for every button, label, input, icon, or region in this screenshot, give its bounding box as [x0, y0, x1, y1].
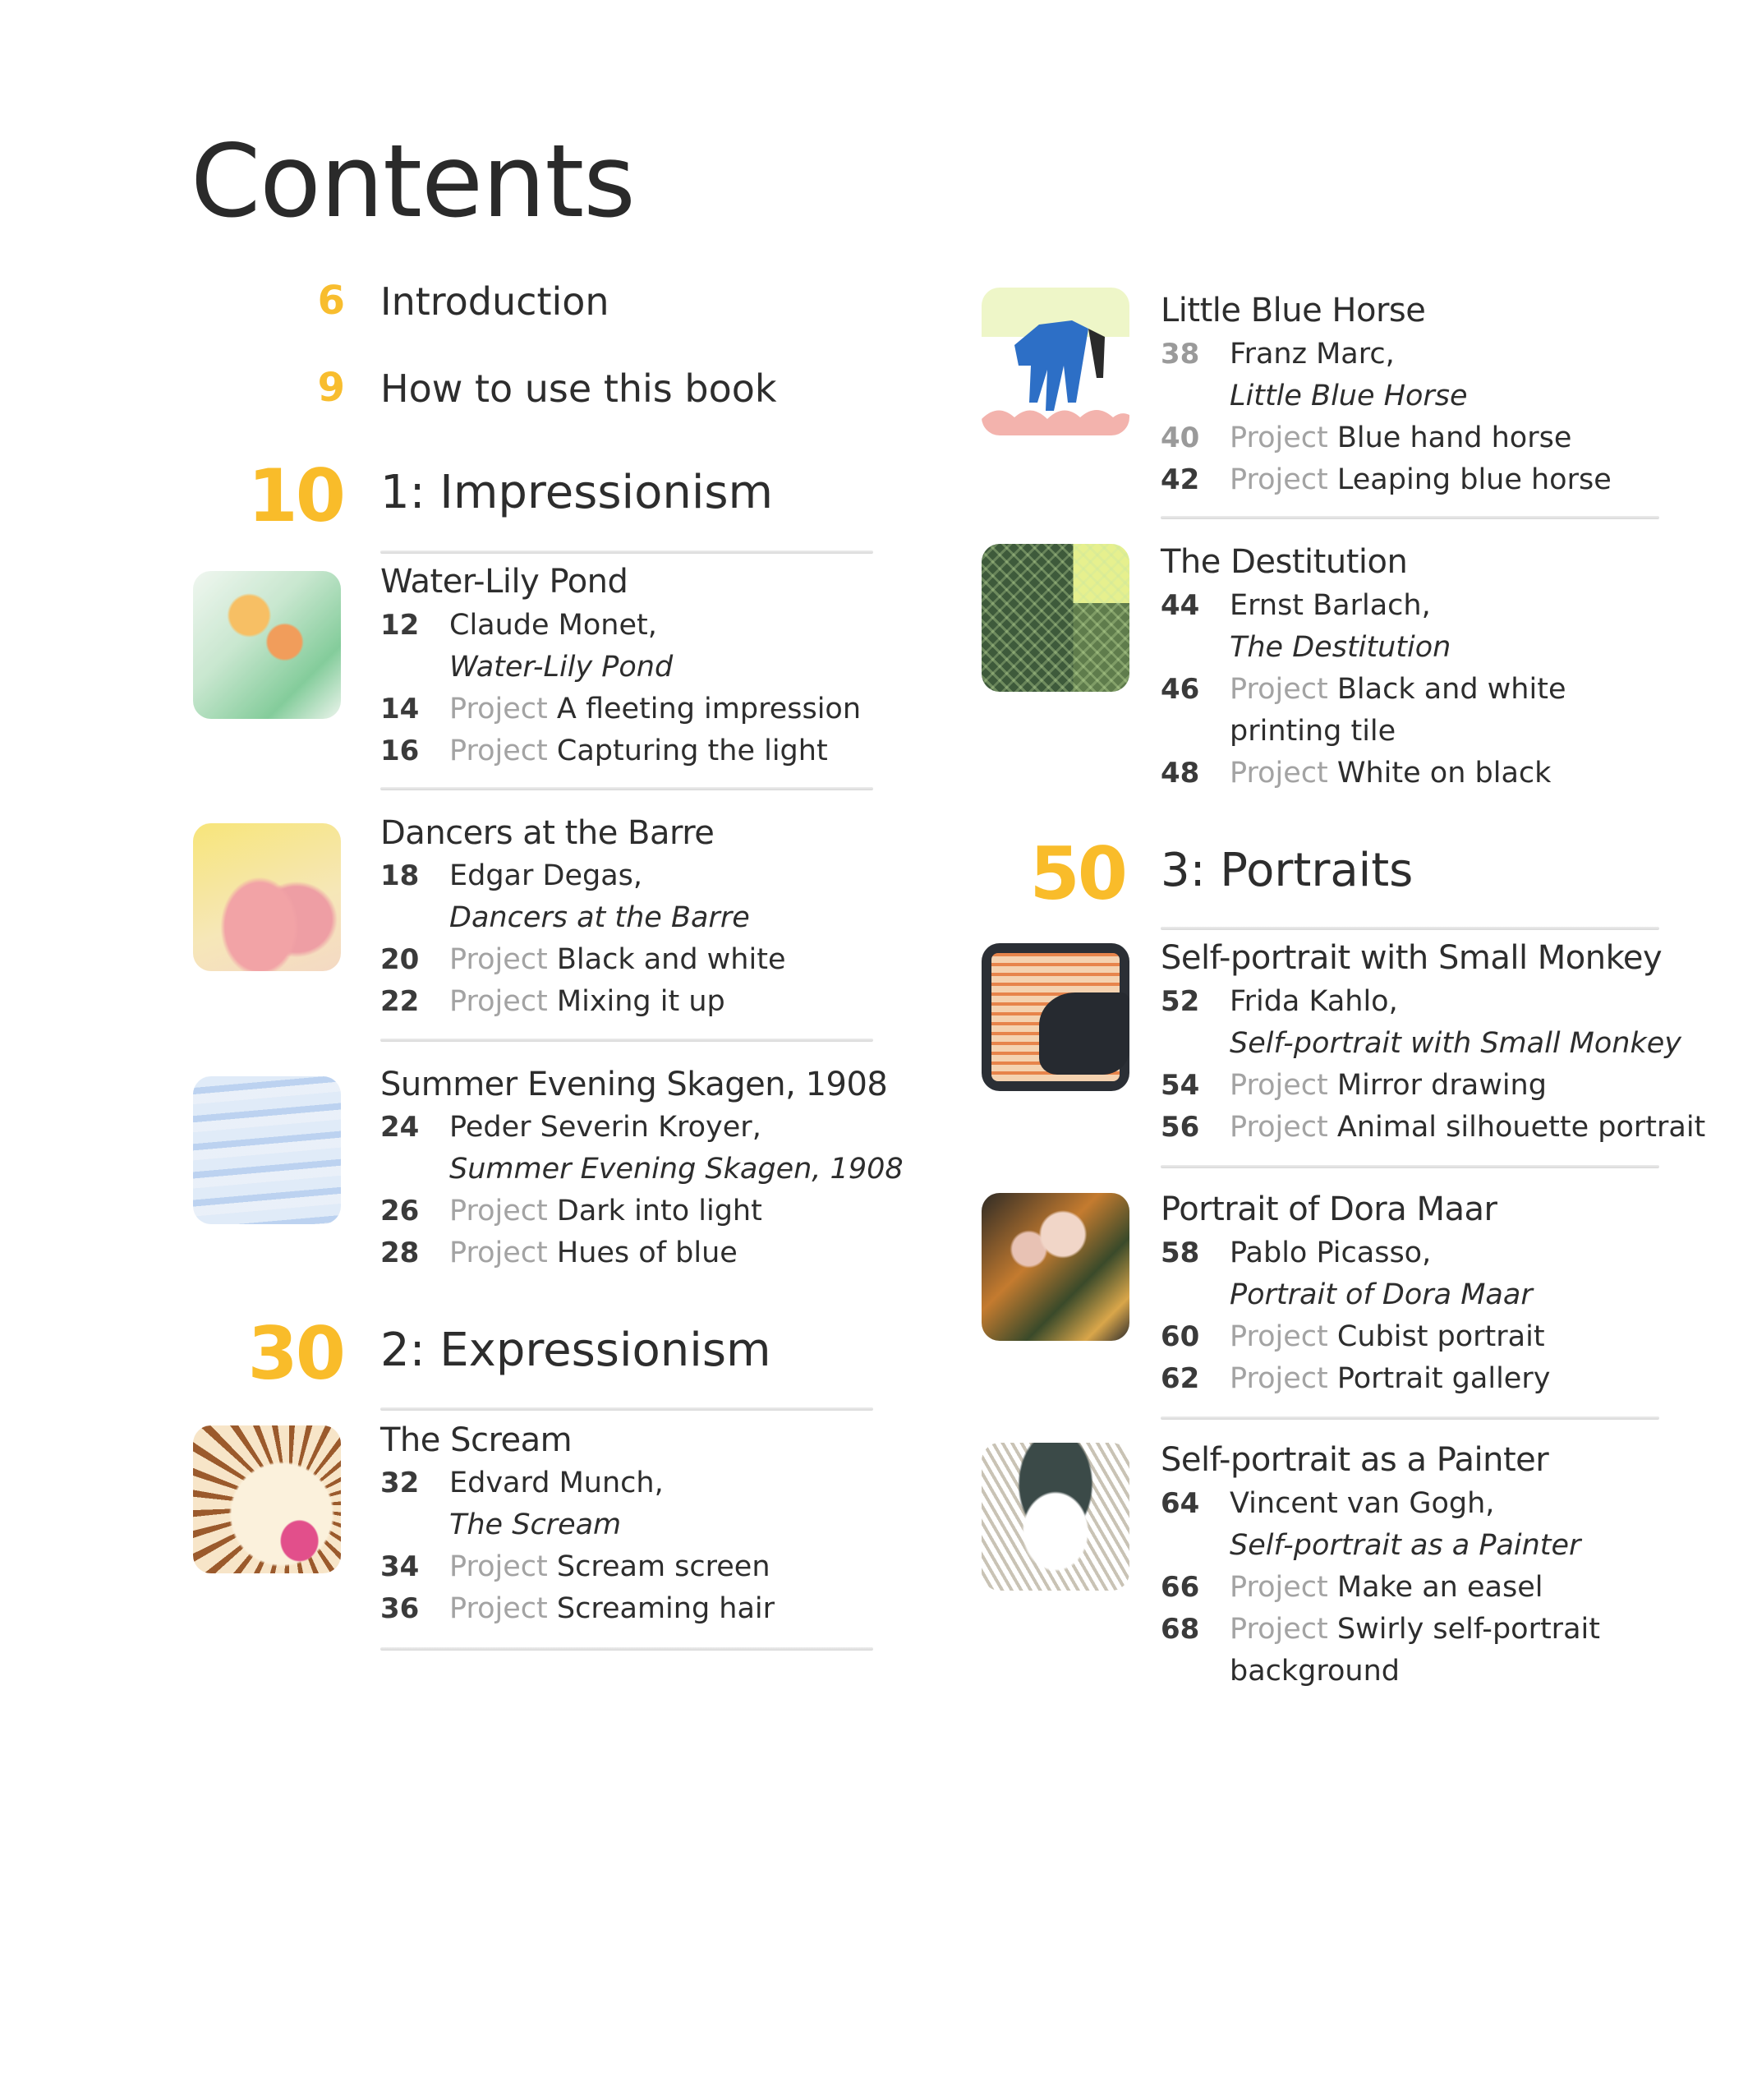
page-number: 26	[380, 1195, 420, 1227]
divider	[380, 1407, 873, 1411]
project-title: Portrait gallery	[1336, 1362, 1551, 1395]
entry-title-the-destitution[interactable]: The Destitution	[1161, 543, 1408, 581]
project-keyword: Project	[1230, 1362, 1328, 1395]
project-keyword: Project	[449, 1195, 548, 1227]
project-keyword: Project	[449, 943, 548, 976]
project-keyword: Project	[449, 1550, 548, 1583]
artwork-title: Self-portrait as a Painter	[1230, 1529, 1581, 1562]
artist-name: Franz Marc,	[1230, 338, 1395, 371]
artwork-title: The Destitution	[1230, 631, 1451, 664]
project-keyword: Project	[1230, 1571, 1328, 1604]
animal-silhouette	[1039, 992, 1129, 1075]
divider	[1161, 927, 1659, 930]
artwork-title: Summer Evening Skagen, 1908	[449, 1153, 904, 1186]
chapter-page-number: 10	[247, 454, 343, 538]
entry-title-little-blue-horse[interactable]: Little Blue Horse	[1161, 292, 1426, 329]
painter-thumbnail	[982, 1443, 1129, 1591]
page-number: 54	[1161, 1069, 1200, 1102]
artist-name: Edgar Degas,	[449, 859, 643, 892]
dancers-thumbnail	[193, 823, 341, 971]
page-number: 58	[1161, 1237, 1200, 1269]
divider	[380, 1038, 873, 1042]
scream-thumbnail	[193, 1425, 341, 1573]
project-title: Capturing the light	[556, 735, 828, 767]
dora-maar-thumbnail	[982, 1193, 1129, 1341]
page-number: 66	[1161, 1571, 1200, 1604]
page-title: Contents	[191, 123, 635, 240]
project-title: Black and white	[1336, 673, 1566, 706]
project-title: Swirly self-portrait	[1336, 1613, 1600, 1646]
artwork-title: Portrait of Dora Maar	[1230, 1278, 1533, 1311]
entry-title-self-portrait-with-small-monkey[interactable]: Self-portrait with Small Monkey	[1161, 939, 1663, 977]
entry-title-water-lily-pond[interactable]: Water-Lily Pond	[380, 563, 628, 601]
water-lily-thumbnail	[193, 571, 341, 719]
divider	[380, 550, 873, 554]
artist-name: Pablo Picasso,	[1230, 1237, 1432, 1269]
project-title: Hues of blue	[556, 1237, 738, 1269]
project-title: Cubist portrait	[1336, 1320, 1545, 1353]
project-keyword: Project	[1230, 757, 1328, 790]
page-number: 48	[1161, 757, 1200, 790]
project-title: A fleeting impression	[556, 693, 862, 725]
page-number: 44	[1161, 589, 1200, 622]
divider	[1161, 516, 1659, 519]
divider	[1161, 1165, 1659, 1168]
chapter-page-number: 30	[247, 1311, 343, 1396]
skagen-thumbnail	[193, 1076, 341, 1224]
page-number: 32	[380, 1467, 420, 1499]
project-title: Mirror drawing	[1336, 1069, 1547, 1102]
page-number: 60	[1161, 1320, 1200, 1353]
project-title: Mixing it up	[556, 985, 725, 1018]
page-number: 24	[380, 1111, 420, 1144]
artist-name: Vincent van Gogh,	[1230, 1487, 1495, 1520]
divider	[380, 1647, 873, 1651]
project-keyword: Project	[449, 693, 548, 725]
artwork-title: Little Blue Horse	[1230, 380, 1468, 412]
chapter-page-number: 50	[1029, 831, 1125, 916]
page-number: 68	[1161, 1613, 1200, 1646]
project-keyword: Project	[449, 1237, 548, 1269]
page-number: 42	[1161, 463, 1200, 496]
project-keyword: Project	[1230, 1320, 1328, 1353]
project-title: Scream screen	[556, 1550, 770, 1583]
page-number: 64	[1161, 1487, 1200, 1520]
page-number: 52	[1161, 985, 1200, 1018]
page-number: 62	[1161, 1362, 1200, 1395]
project-title: White on black	[1336, 757, 1552, 790]
page-number: 56	[1161, 1111, 1200, 1144]
project-title-continued: printing tile	[1230, 715, 1396, 748]
blue-horse-drawing	[982, 288, 1129, 435]
toc-link-introduction[interactable]: Introduction	[380, 279, 609, 324]
chapter-heading-impressionism[interactable]: 1: Impressionism	[380, 466, 774, 519]
artist-name: Peder Severin Kroyer,	[449, 1111, 761, 1144]
project-keyword: Project	[449, 1592, 548, 1625]
project-keyword: Project	[449, 985, 548, 1018]
project-title: Dark into light	[556, 1195, 762, 1227]
page-number: 12	[380, 609, 420, 642]
page-number: 36	[380, 1592, 420, 1625]
page-number: 40	[1161, 421, 1200, 454]
page-number: 38	[1161, 338, 1200, 371]
page-number: 22	[380, 985, 420, 1018]
page-number: 20	[380, 943, 420, 976]
entry-title-the-scream[interactable]: The Scream	[380, 1421, 573, 1459]
entry-title-portrait-of-dora-maar[interactable]: Portrait of Dora Maar	[1161, 1190, 1497, 1228]
artist-name: Edvard Munch,	[449, 1467, 664, 1499]
artwork-title: The Scream	[449, 1508, 622, 1541]
page-number: 18	[380, 859, 420, 892]
artist-name: Claude Monet,	[449, 609, 657, 642]
project-keyword: Project	[1230, 463, 1328, 496]
project-keyword: Project	[1230, 1111, 1328, 1144]
divider	[1161, 1416, 1659, 1420]
project-keyword: Project	[1230, 673, 1328, 706]
artist-name: Frida Kahlo,	[1230, 985, 1398, 1018]
page-number: 16	[380, 735, 420, 767]
artwork-title: Dancers at the Barre	[449, 901, 750, 934]
project-title: Screaming hair	[556, 1592, 775, 1625]
page-number: 34	[380, 1550, 420, 1583]
page-number: 14	[380, 693, 420, 725]
entry-title-summer-evening-skagen[interactable]: Summer Evening Skagen, 1908	[380, 1066, 888, 1103]
entry-title-self-portrait-as-a-painter[interactable]: Self-portrait as a Painter	[1161, 1441, 1549, 1479]
page-number: 46	[1161, 673, 1200, 706]
toc-page-number: 9	[317, 365, 345, 411]
blue-horse-thumbnail	[982, 288, 1129, 435]
chapter-heading-portraits[interactable]: 3: Portraits	[1161, 844, 1414, 897]
artwork-title: Self-portrait with Small Monkey	[1230, 1027, 1681, 1060]
project-title-continued: background	[1230, 1655, 1401, 1688]
divider	[380, 787, 873, 790]
monkey-thumbnail	[982, 943, 1129, 1091]
artwork-title: Water-Lily Pond	[449, 651, 674, 684]
destitution-thumbnail	[982, 544, 1129, 692]
project-keyword: Project	[1230, 421, 1328, 454]
project-title: Blue hand horse	[1336, 421, 1572, 454]
project-keyword: Project	[449, 735, 548, 767]
toc-page-number: 6	[317, 278, 345, 324]
project-keyword: Project	[1230, 1613, 1328, 1646]
chapter-heading-expressionism[interactable]: 2: Expressionism	[380, 1324, 771, 1377]
project-keyword: Project	[1230, 1069, 1328, 1102]
project-title: Leaping blue horse	[1336, 463, 1612, 496]
project-title: Black and white	[556, 943, 786, 976]
page-number: 28	[380, 1237, 420, 1269]
artist-name: Ernst Barlach,	[1230, 589, 1431, 622]
toc-link-how-to-use[interactable]: How to use this book	[380, 366, 777, 411]
project-title: Make an easel	[1336, 1571, 1543, 1604]
entry-title-dancers-at-the-barre[interactable]: Dancers at the Barre	[380, 814, 715, 852]
project-title: Animal silhouette portrait	[1336, 1111, 1706, 1144]
